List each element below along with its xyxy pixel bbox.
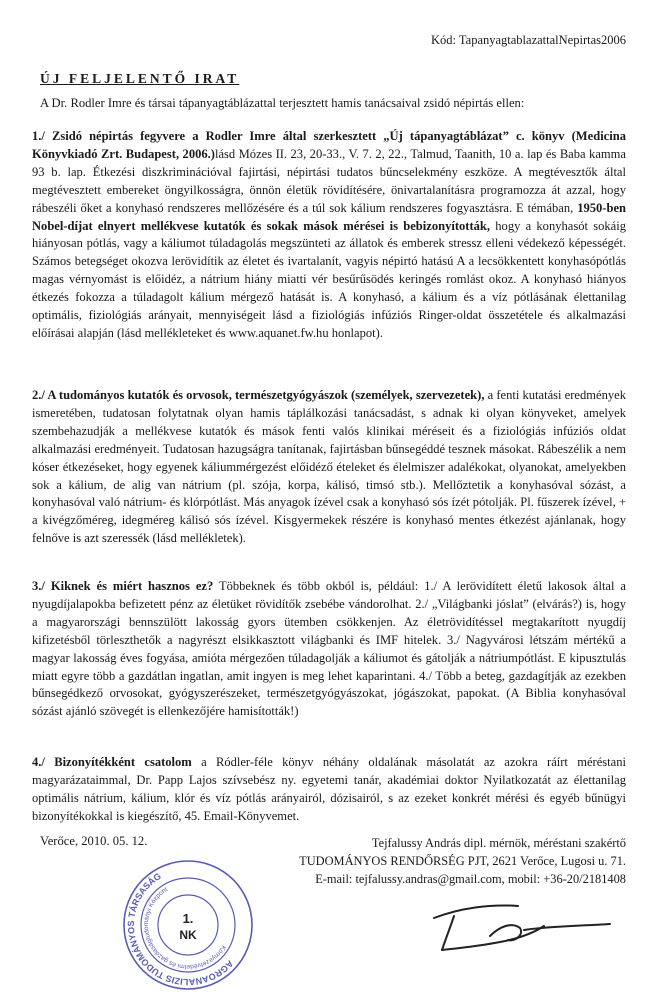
intro-line: A Dr. Rodler Imre és társai tápanyagtáblázattal terjesztett hamis tanácsaival zsidó népirtás ellen:	[40, 96, 525, 110]
paragraph-3-text: Többeknek és több okból is, például: 1./ A lerövidített életű lakosok által a nyugdíjalapokba befizetett pénz az életüket rövidítők zsebébe vándorolhat. 2./ „Világbanki jóslat” (elvárás?) is, hogy a magyarországi bennszülött lakosság gyors ütemben csökkenjen. Az életrövidítéssel megtakarított nyugdíj kifizetésből törleszthetők a nagyrészt elsikkasztott világbanki és IMF hitelek. 3./ Nagyvárosi létszám mértékű a magyar lakosság éves fogyása, amióta mérgezően túladagolják a káliumot és gátolják a nátriumpótlást. E kipusztulás miatt egyre több a gazdátlan ingatlan, amit ingyen is meg lehet kaparintani. 4./ Több a beteg, gazdagítják az ezekben bűnsegédkező orvosokat, gyógyszerészeket, természetgyógyászokat, jógászokat, papokat. (A Biblia konyhasóval sózást ajánló szövegét is ellenkezőjére hamisították!)	[32, 579, 626, 719]
paragraph-1-text-b: hogy a konyhasót sokáig hiányosan pótlás, vagy a káliumot túladagolás megszünteti az állatok és emberek stressz elleni védekező képességét. Számos betegséget okozva lerövidítik az életet és ivartalanít, vagyis népirtó hatású A a lecsökkentett konyhasópótlás magas vérnyomást is előidéz, a nátrium hiány miatti vér besűrűsödés keringés romlást okoz. A konyhasó hiányos étkezés fokozza a túladagolt kálium mérgező hatását is. A konyhasó, a kálium és a víz pótlásának élettanilag optimális, fiziológiás arányait, mennyiségeit lásd a fiziológiás infúziós Ringer-oldat összetétele és alkalmazási előírásai alapján (lásd mellékleteket és www.aquanet.fw.hu honlapot).	[32, 218, 626, 340]
paragraph-2-heading: 2./ A tudományos kutatók és orvosok, természetgyógyászok (személyek, szervezetek),	[32, 388, 485, 402]
signature-block	[299, 834, 626, 888]
stamp-number: 1.	[182, 911, 194, 926]
stamp-outer-text: AGROANALIZIS TUDOMÁNYOS TÁRSASÁG	[125, 870, 236, 988]
official-stamp	[118, 855, 258, 995]
paragraph-3	[32, 578, 626, 721]
signer-name-title: Tejfalussy András dipl. mérnök, méréstani szakértő	[371, 836, 626, 850]
paragraph-4-heading: 4./ Bizonyítékként csatolom	[32, 755, 192, 769]
document-title: ÚJ FELJELENTŐ IRAT	[40, 71, 240, 86]
paragraph-4-text: a Ródler-féle könyv néhány oldalának másolatát az azokra ráírt méréstani magyarázataimmal, Dr. Papp Lajos szívsebész ny. egyetemi tanár, akadémiai doktor Nyilatkozatát az élettanilag optimális nátrium, kálium, klór és víz pótlás arányairól, dózisairól, s az ezeket konkrét mérési és egyéb bűnügyi bizonyítékokkal is kiegészítő, 45. Email-Könyvemet.	[32, 755, 626, 823]
document-code: Kód: TapanyagtablazattalNepirtas2006	[430, 33, 626, 47]
signer-organization: TUDOMÁNYOS RENDŐRSÉG PJT, 2621 Verőce, Lugosi u. 71.	[299, 854, 626, 868]
paragraph-1	[32, 128, 626, 343]
paragraph-2	[32, 387, 626, 548]
document-date: Verőce, 2010. 05. 12.	[40, 834, 148, 848]
paragraph-4	[32, 754, 626, 826]
stamp-code: NK	[179, 928, 197, 942]
paragraph-1-emphasis: 1950-ben Nobel-díjat elnyert mellékvese kutatók és sokak mások mérései is bebizonyították,	[32, 200, 626, 233]
signer-contact: E-mail: tejfalussy.andras@gmail.com, mobil: +36-20/2181408	[315, 872, 626, 886]
paragraph-3-heading: 3./ Kiknek és miért hasznos ez?	[32, 579, 214, 593]
stamp-inner-text: Környezetvédelmi és gazdaságtudományi Központ	[142, 886, 227, 971]
paragraph-1-text-a: lásd Mózes II. 23, 20-33., V. 7. 2, 22., Talmud, Taanith, 10 a. lap és Baba kamma 93 b. lap. Étkezési diszkriminációval fajirtási, népirtási tudatos bűncselekmény eszköze. A megtévesztők által megtévesztett embereket öngyilkosságra, önnön életük rövidítésére, önivartalanításra programozza át azzal, hogy rábeszéli őket a konyhasó rendszeres mellőzésére és a túl sok kálium rendszeres fogyasztásra. E témában,	[32, 146, 626, 215]
paragraph-2-text: a fenti kutatási eredmények ismeretében, tudatosan folytatnak olyan hamis táplálkozási tanácsadást, s adnak ki olyan könyveket, amelyek szembehazudják a mellékvese kutatók és mások fenti valós klinikai méréseit és a fiziológiás infúziós oldat alkalmazási eredményeit. Tudatosan hazugságra tanítanak, fajirtásban bűnsegéddé tesznek másokat. Rábeszélik a nem kóser étkezéseket, hogy egyenek káliummérgezést előidéző ételeket és élelmiszer adalékokat, olyanokat, amelyekben sok a kálium, de alig van nátrium (pl. szója, korpa, kálisó, timsó stb.). Mellőztetik a konyhasóval sózást, a konyhasóval való nátrium- és klórpótlást. Más anyagok ízével csak a konyhasó sós ízét pótolják. Pl. fűszerek ízével, + a kivégzőméreg, idegméreg kálisó sós ízével. Kisgyermekek részére is konyhasó mentes étkezést ajánlanak, hogy felnőve is azt szeressék (lásd mellékletek).	[32, 388, 626, 546]
paragraph-1-heading: 1./ Zsidó népirtás fegyvere a Rodler Imre által szerkesztett „Új tápanyagtáblázat” c. könyv (Medicina Könyvkiadó Zrt. Budapest, 2006.)	[32, 129, 626, 161]
handwritten-signature	[420, 896, 620, 958]
